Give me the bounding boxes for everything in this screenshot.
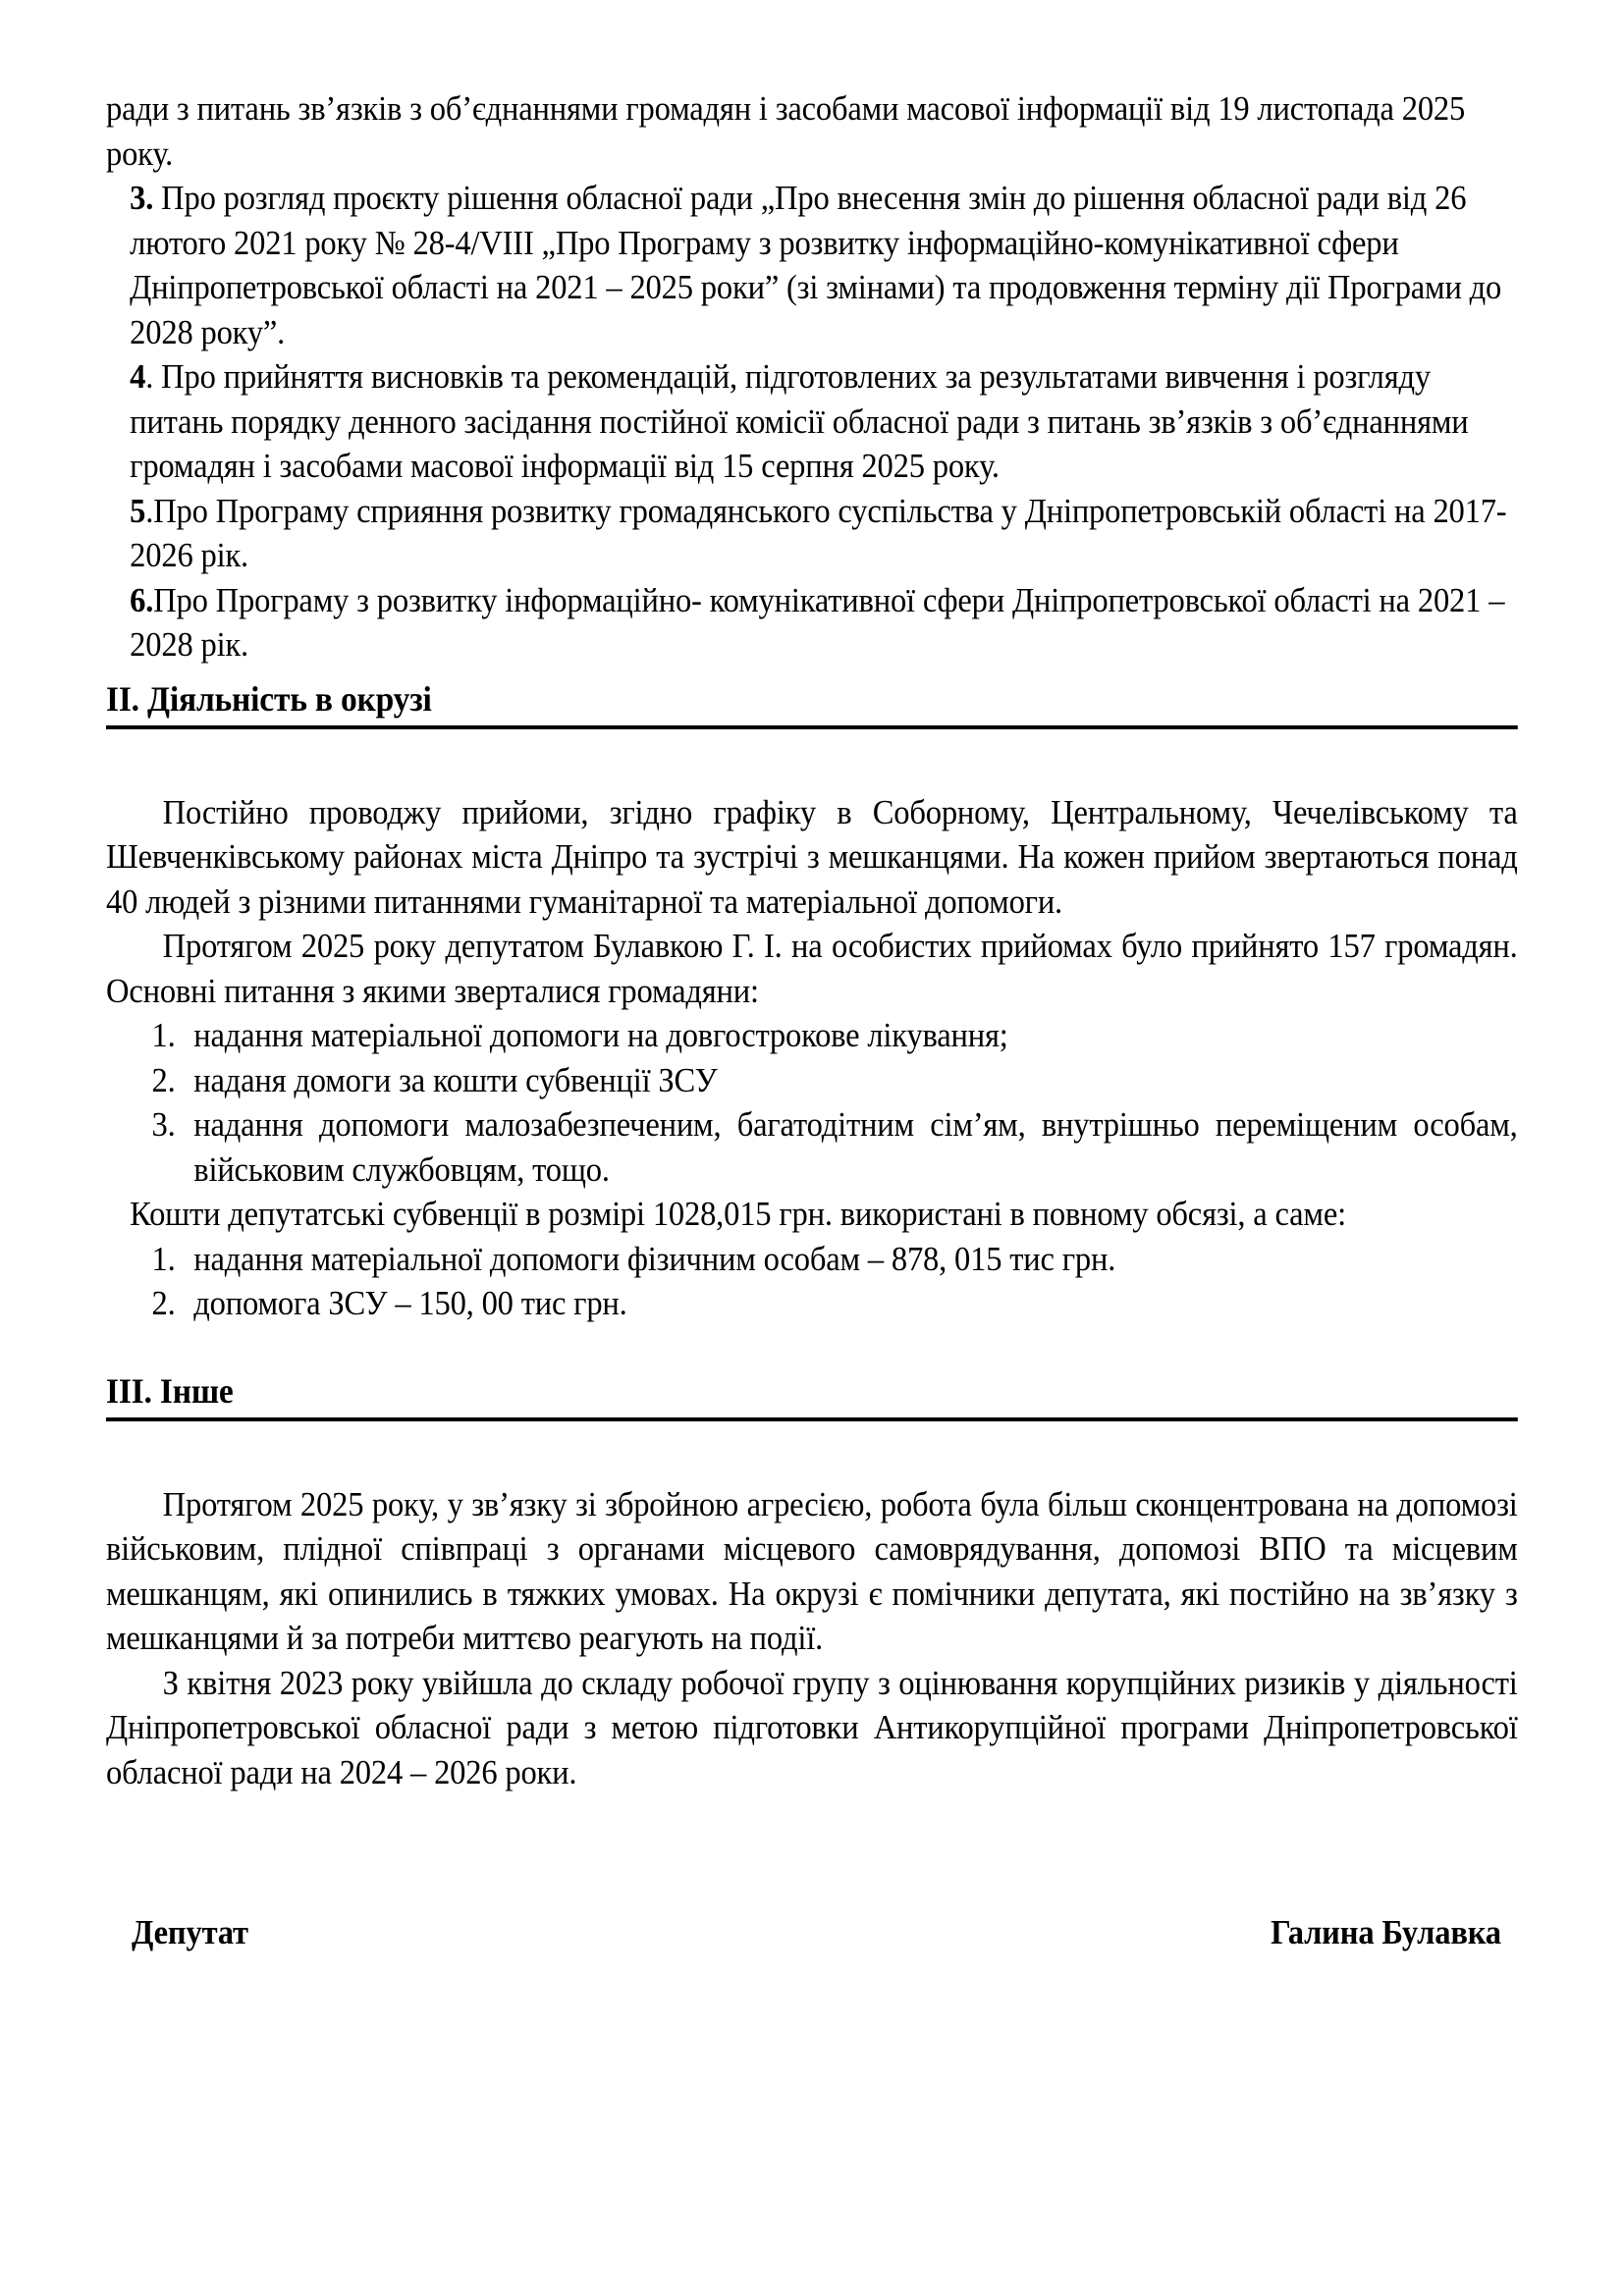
section-heading-ii: II. Діяльність в окрузі	[106, 677, 1518, 729]
list-item	[106, 1058, 1518, 1103]
section-iii-paragraph-2: З квітня 2023 року увійшла до складу робочої групу з оцінювання корупційних ризиків у діяльності Дніпропетровської обласної ради з метою підготовки Антикорупційної програми Дніпропетровської обласної ради на 2024 – 2026 роки.	[106, 1663, 1518, 1791]
list-item	[106, 1102, 1518, 1192]
list-item-text: допомога ЗСУ – 150, 00 тис грн.	[193, 1284, 627, 1322]
section-ii-paragraph-2: Протягом 2025 року депутатом Булавкою Г. І. на особистих прийомах було прийнято 157 громадян. Основні питання з якими зверталися громадяни:	[106, 927, 1518, 1010]
spacer	[106, 1794, 1518, 1885]
list-item-marker: 1.	[151, 1016, 176, 1054]
document-body	[106, 86, 1518, 1955]
questions-list	[106, 1013, 1518, 1192]
spacer	[106, 729, 1518, 790]
list-item-text: надання матеріальної допомоги на довгострокове лікування;	[193, 1016, 1008, 1054]
top-continuation-paragraph: ради з питань зв’язків з об’єднаннями громадян і засобами масової інформації від 19 листопада 2025 року.	[106, 89, 1466, 173]
section-iii-paragraph-1: Протягом 2025 року, у зв’язку зі збройною агресією, робота була більш сконцентрована на допомозі військовим, плідної співпраці з органами місцевого самоврядування, допомозі ВПО та місцевим мешканцям, які опинились в тяжких умовах. На окрузі є помічники депутата, які постійно на зв’язку з мешканцями й за потреби миттєво реагують на події.	[106, 1484, 1518, 1657]
list-item-marker: 2.	[151, 1284, 176, 1322]
agenda-item-5-text: .Про Програму сприяння розвитку громадянського суспільства у Дніпропетровській області на 2017- 2026 рік.	[130, 491, 1507, 574]
spacer	[106, 1326, 1518, 1369]
agenda-item-4-text: . Про прийняття висновків та рекомендацій, підготовлених за результатами вивчення і розгляду питань порядку денного засідання постійної комісії обласної ради з питань зв’язків з об’єднаннями громадян і засобами масової інформації від 15 серпня 2025 року.	[130, 357, 1469, 485]
agenda-item-5	[106, 489, 1518, 578]
spacer	[106, 667, 1518, 677]
section-ii-paragraph-1: Постійно проводжу прийоми, згідно графіку в Соборному, Центральному, Чечелівському та Шевченківському районах міста Дніпро та зустрічі з мешканцями. На кожен прийом звертаються понад 40 людей з різними питаннями гуманітарної та матеріальної допомоги.	[106, 792, 1518, 921]
list-item-text: наданя домоги за кошти субвенції ЗСУ	[193, 1060, 718, 1099]
spacer	[106, 1421, 1518, 1482]
list-item-marker: 3.	[151, 1105, 176, 1144]
list-item-marker: 2.	[151, 1060, 176, 1099]
signature-name: Галина Булавка	[1271, 1913, 1501, 1951]
subvention-list	[106, 1237, 1518, 1326]
agenda-item-3-number: 3.	[130, 179, 154, 217]
section-heading-iii: III. Інше	[106, 1369, 1518, 1421]
list-item	[106, 1237, 1518, 1282]
list-item-text: надання матеріальної допомоги фізичним особам – 878, 015 тис грн.	[193, 1239, 1116, 1278]
agenda-item-5-number: 5	[130, 491, 146, 530]
list-item	[106, 1281, 1518, 1326]
list-item-text: надання допомоги малозабезпеченим, багатодітним сім’ям, внутрішньо переміщеним особам, військовим службовцям, тощо.	[193, 1105, 1518, 1189]
agenda-item-6-number: 6.	[130, 580, 154, 619]
subvention-paragraph: Кошти депутатські субвенції в розмірі 1028,015 грн. використані в повному обсязі, а саме:	[130, 1195, 1346, 1233]
spacer	[106, 1885, 1518, 1910]
list-item-marker: 1.	[151, 1239, 176, 1278]
agenda-item-6-text: Про Програму з розвитку інформаційно- комунікативної сфери Дніпропетровської області на 2021 – 2028 рік.	[130, 580, 1505, 664]
signature-row	[106, 1910, 1518, 1955]
agenda-item-3	[106, 176, 1518, 354]
list-item	[106, 1013, 1518, 1058]
signature-role: Депутат	[132, 1913, 248, 1951]
agenda-item-6	[106, 578, 1518, 667]
agenda-item-4	[106, 354, 1518, 489]
agenda-item-3-text: Про розгляд проєкту рішення обласної ради „Про внесення змін до рішення обласної ради від 26 лютого 2021 року № 28-4/VIII „Про Програму з розвитку інформаційно-комунікативної сфери Дніпропетровської області на 2021 – 2025 роки” (зі змінами) та продовження терміну дії Програми до 2028 року”.	[130, 179, 1502, 351]
agenda-item-4-number: 4	[130, 357, 146, 396]
